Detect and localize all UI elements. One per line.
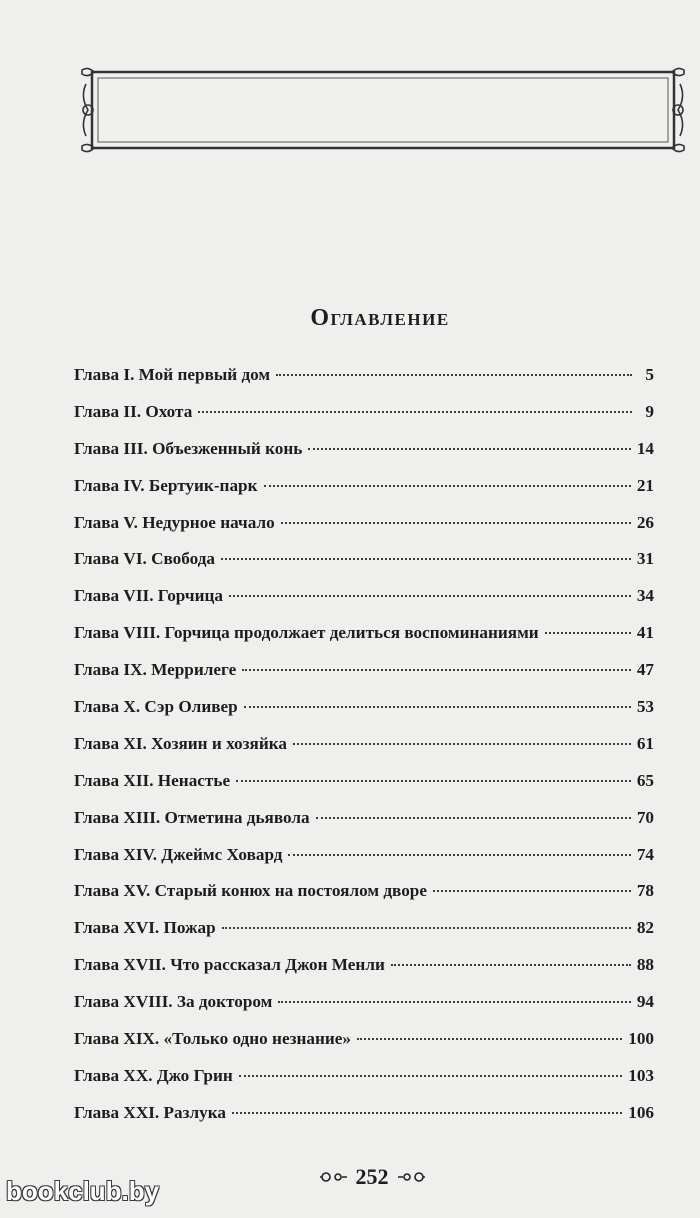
toc-entry[interactable] bbox=[74, 726, 654, 763]
toc-entry-page: 53 bbox=[636, 697, 654, 717]
toc-entry-title: Глава XIX. «Только одно незнание» bbox=[74, 1029, 352, 1049]
toc-entry[interactable] bbox=[74, 652, 654, 689]
dot-leader bbox=[545, 632, 631, 634]
toc-entry[interactable] bbox=[74, 1021, 654, 1058]
dot-leader bbox=[221, 558, 631, 560]
dot-leader bbox=[242, 669, 631, 671]
toc-entry-page: 47 bbox=[636, 660, 654, 680]
toc-entry-page: 65 bbox=[636, 770, 654, 790]
toc-entry-page: 74 bbox=[636, 844, 654, 864]
toc-entry-title: Глава XIV. Джеймс Ховард bbox=[74, 844, 283, 864]
dot-leader bbox=[264, 485, 631, 487]
dot-leader bbox=[308, 448, 630, 450]
toc-entry-page: 103 bbox=[628, 1065, 654, 1085]
toc-entry-title: Глава XV. Старый конюх на постоялом дворе bbox=[74, 881, 427, 901]
page-number-footer bbox=[312, 1164, 432, 1190]
dot-leader bbox=[281, 522, 631, 524]
toc-entry[interactable] bbox=[74, 910, 654, 947]
watermark: bookclub.by bbox=[6, 1176, 160, 1206]
toc-entry-page: 26 bbox=[636, 512, 654, 532]
toc-entry[interactable] bbox=[74, 800, 654, 837]
table-of-contents bbox=[74, 357, 654, 1132]
toc-entry-title: Глава XVIII. За доктором bbox=[74, 992, 273, 1012]
toc-entry[interactable] bbox=[74, 468, 654, 505]
decorative-frame bbox=[78, 64, 688, 156]
dot-leader bbox=[316, 817, 631, 819]
toc-entry-page: 82 bbox=[636, 918, 654, 938]
toc-entry-title: Глава XVI. Пожар bbox=[74, 918, 216, 938]
toc-entry[interactable] bbox=[74, 947, 654, 984]
ornament-frame-icon bbox=[78, 64, 688, 156]
toc-entry-title: Глава XX. Джо Грин bbox=[74, 1065, 233, 1085]
dot-leader bbox=[236, 780, 631, 782]
page-number: 252 bbox=[355, 1164, 389, 1189]
toc-entry[interactable] bbox=[74, 541, 654, 578]
dot-leader bbox=[391, 964, 631, 966]
toc-entry[interactable] bbox=[74, 431, 654, 468]
toc-entry-page: 78 bbox=[636, 881, 654, 901]
toc-entry-title: Глава XIII. Отметина дьявола bbox=[74, 807, 310, 827]
toc-entry[interactable] bbox=[74, 984, 654, 1021]
toc-entry[interactable] bbox=[74, 615, 654, 652]
toc-entry-title: Глава V. Недурное начало bbox=[74, 512, 275, 532]
toc-entry-title: Глава XXI. Разлука bbox=[74, 1102, 226, 1122]
toc-entry-page: 41 bbox=[636, 623, 654, 643]
page-title: Оглавление bbox=[310, 305, 450, 331]
toc-entry-title: Глава IV. Бертуик-парк bbox=[74, 475, 258, 495]
dot-leader bbox=[222, 927, 631, 929]
toc-entry-page: 21 bbox=[636, 475, 654, 495]
toc-entry-title: Глава VII. Горчица bbox=[74, 586, 224, 606]
dot-leader bbox=[198, 411, 632, 413]
dot-leader bbox=[278, 1001, 630, 1003]
dot-leader bbox=[239, 1075, 622, 1077]
toc-entry-title: Глава VI. Свобода bbox=[74, 549, 216, 569]
dot-leader bbox=[357, 1038, 622, 1040]
toc-entry-page: 14 bbox=[636, 438, 654, 458]
toc-entry-title: Глава II. Охота bbox=[74, 401, 193, 421]
toc-entry-page: 88 bbox=[636, 955, 654, 975]
toc-entry-title: Глава VIII. Горчица продолжает делиться воспоминаниями bbox=[74, 623, 539, 643]
toc-entry-page: 61 bbox=[636, 733, 654, 753]
right-ornament-icon bbox=[397, 1169, 427, 1185]
dot-leader bbox=[244, 706, 631, 708]
toc-entry[interactable] bbox=[74, 1058, 654, 1095]
toc-entry[interactable] bbox=[74, 578, 654, 615]
dot-leader bbox=[433, 890, 631, 892]
toc-entry-page: 106 bbox=[628, 1102, 654, 1122]
toc-entry-title: Глава XVII. Что рассказал Джон Менли bbox=[74, 955, 385, 975]
left-ornament-icon bbox=[318, 1169, 348, 1185]
toc-entry[interactable] bbox=[74, 873, 654, 910]
toc-entry-title: Глава I. Мой первый дом bbox=[74, 365, 271, 384]
toc-entry-page: 34 bbox=[636, 586, 654, 606]
dot-leader bbox=[293, 743, 631, 745]
toc-entry-title: Глава IX. Меррилеге bbox=[74, 660, 237, 680]
toc-entry[interactable] bbox=[74, 837, 654, 874]
toc-entry[interactable] bbox=[74, 689, 654, 726]
toc-entry-page: 94 bbox=[636, 992, 654, 1012]
toc-entry-page: 31 bbox=[636, 549, 654, 569]
toc-entry[interactable] bbox=[74, 505, 654, 542]
toc-entry-title: Глава X. Сэр Оливер bbox=[74, 697, 238, 717]
toc-entry[interactable] bbox=[74, 1095, 654, 1132]
toc-entry-page: 5 bbox=[645, 365, 654, 384]
toc-entry-title: Глава XI. Хозяин и хозяйка bbox=[74, 733, 287, 753]
toc-entry-page: 100 bbox=[628, 1029, 654, 1049]
toc-entry-page: 9 bbox=[645, 401, 654, 421]
toc-entry[interactable] bbox=[74, 763, 654, 800]
toc-entry[interactable] bbox=[74, 357, 654, 394]
dot-leader bbox=[288, 854, 630, 856]
toc-entry-title: Глава XII. Ненастье bbox=[74, 770, 231, 790]
dot-leader bbox=[232, 1112, 622, 1114]
dot-leader bbox=[229, 595, 631, 597]
dot-leader bbox=[276, 374, 632, 376]
toc-entry-title: Глава III. Объезженный конь bbox=[74, 438, 303, 458]
toc-entry[interactable] bbox=[74, 394, 654, 431]
toc-entry-page: 70 bbox=[636, 807, 654, 827]
